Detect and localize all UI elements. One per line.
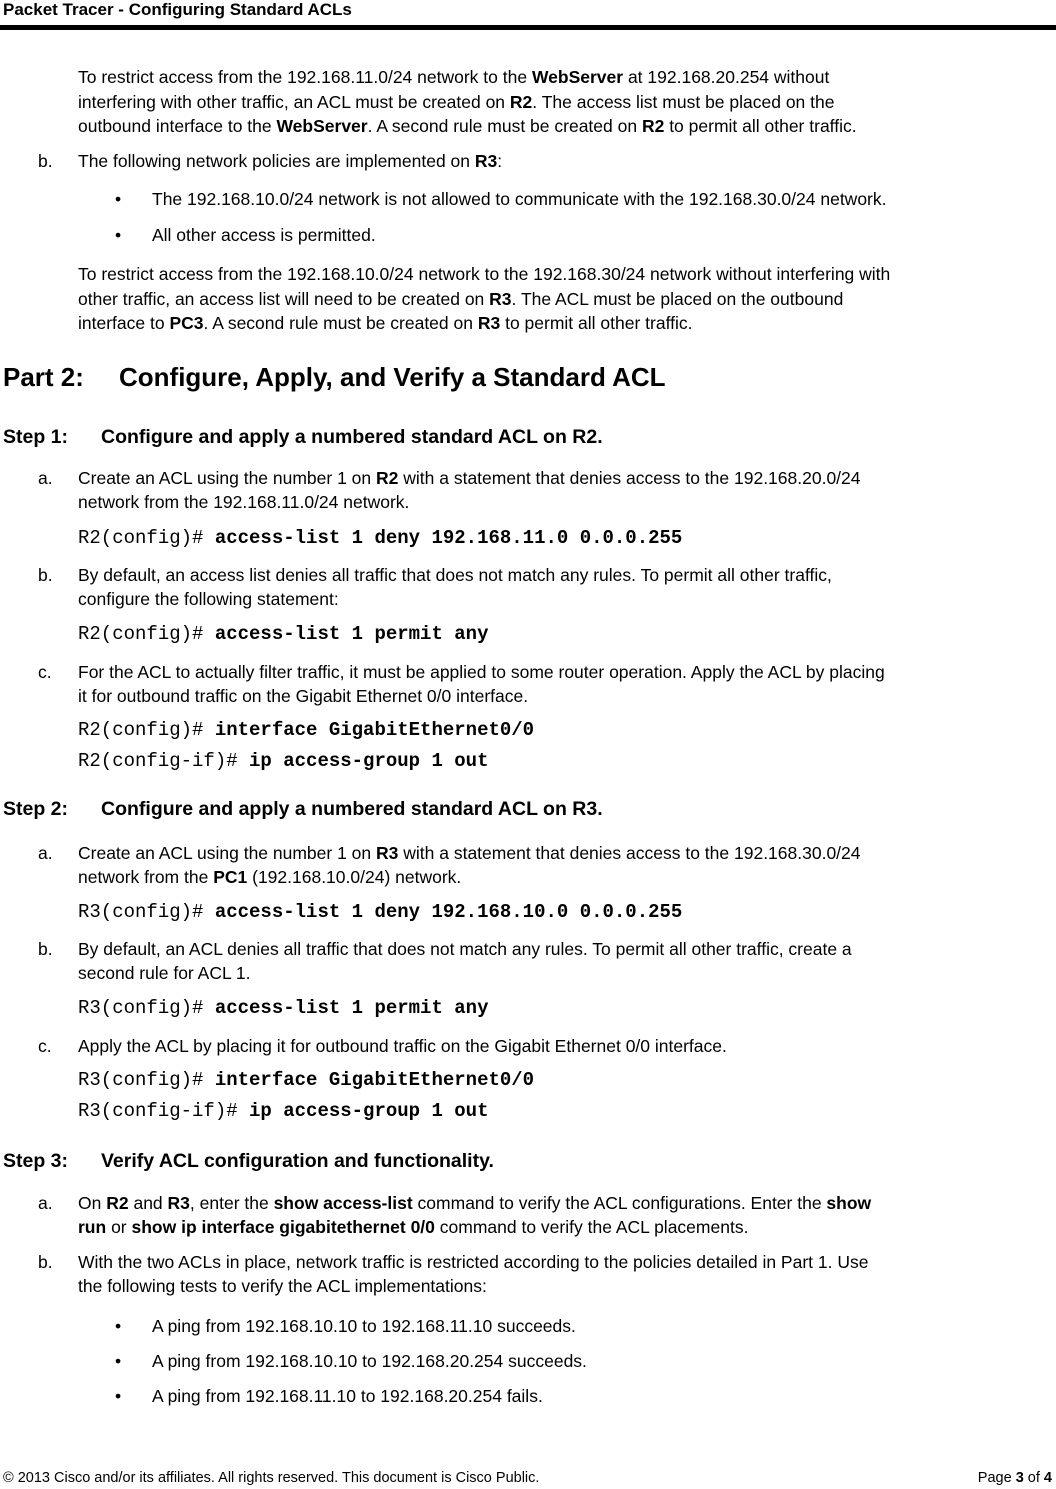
bold-term: R2 [376, 468, 399, 488]
item-label: b. [38, 565, 53, 585]
step-heading [3, 798, 603, 821]
step-title: Verify ACL configuration and functionality. [101, 1150, 494, 1172]
command-line: R3(config)# access-list 1 deny 192.168.10.0 0.0.0.255 [78, 901, 683, 923]
command-line: R2(config)# access-list 1 permit any [78, 623, 489, 645]
page-prefix: Page [977, 1470, 1016, 1486]
step-text: With the two ACLs in place, network traffic is restricted according to the policies detailed in Part 1. Use [78, 1252, 869, 1272]
intro-p1-line-1: To restrict access from the 192.168.11.0/24 network to the WebServer at 192.168.20.254 without [78, 67, 830, 87]
step-text: configure the following statement: [78, 589, 339, 609]
command-line: R2(config)# access-list 1 deny 192.168.11.0 0.0.0.255 [78, 527, 683, 549]
bullet-icon: • [115, 1316, 122, 1336]
step-text: the following tests to verify the ACL implementations: [78, 1276, 487, 1296]
step-heading [3, 426, 603, 449]
page-mid: of [1023, 1470, 1044, 1486]
intro-p2-line-3: interface to PC3. A second rule must be created on R3 to permit all other traffic. [78, 313, 693, 333]
bold-term: access-list 1 permit any [214, 997, 489, 1019]
item-label: b. [38, 1252, 53, 1272]
step-heading [3, 1150, 494, 1173]
test-bullet-2: A ping from 192.168.10.10 to 192.168.20.254 succeeds. [152, 1351, 587, 1371]
bullet-icon: • [115, 1351, 122, 1371]
step-text: For the ACL to actually filter traffic, it must be applied to some router operation. Apply the ACL by placing [78, 662, 885, 682]
step-text: Create an ACL using the number 1 on R2 with a statement that denies access to the 192.168.20.0/24 [78, 468, 861, 488]
bold-term: R3 [489, 289, 512, 309]
intro-p1-line-3: outbound interface to the WebServer. A second rule must be created on R2 to permit all other traffic. [78, 116, 857, 136]
item-label: c. [38, 1036, 52, 1056]
bold-term: R2 [106, 1193, 129, 1213]
step-text: network from the 192.168.11.0/24 network. [78, 492, 410, 512]
header-divider [0, 25, 1056, 30]
command-line: R3(config)# interface GigabitEthernet0/0 [78, 1069, 535, 1091]
command-line: R2(config)# interface GigabitEthernet0/0 [78, 719, 535, 741]
step-text: Apply the ACL by placing it for outbound traffic on the Gigabit Ethernet 0/0 interface. [78, 1036, 727, 1056]
item-label: a. [38, 843, 53, 863]
command-line: R3(config-if)# ip access-group 1 out [78, 1100, 489, 1122]
step-text: By default, an ACL denies all traffic that does not match any rules. To permit all other traffic, create a [78, 939, 852, 959]
bold-term: run [78, 1217, 107, 1237]
step-title: Configure and apply a numbered standard ACL on R3. [101, 798, 603, 820]
bold-term: R2 [641, 116, 665, 136]
step-text: network from the PC1 (192.168.10.0/24) network. [78, 867, 462, 887]
bold-term: PC1 [213, 867, 248, 887]
command-line: R3(config)# access-list 1 permit any [78, 997, 489, 1019]
policy-bullet-1: The 192.168.10.0/24 network is not allowed to communicate with the 192.168.30.0/24 network. [152, 189, 887, 209]
step-number: Step 3: [3, 1150, 69, 1172]
item-label: a. [38, 468, 53, 488]
page-total: 4 [1043, 1470, 1052, 1486]
step-text: On R2 and R3, enter the show access-list command to verify the ACL configurations. Enter the show [78, 1193, 872, 1213]
item-label: c. [38, 662, 52, 682]
bold-term: ip access-group 1 out [249, 1100, 489, 1122]
bold-term: R2 [509, 92, 533, 112]
bold-term: ip access-group 1 out [249, 750, 489, 772]
policy-intro: The following network policies are implemented on R3: [78, 151, 503, 171]
step-number: Step 2: [3, 798, 69, 820]
step-title: Configure and apply a numbered standard ACL on R2. [101, 426, 603, 448]
bold-term: WebServer [531, 67, 624, 87]
bold-term: show ip interface gigabitethernet 0/0 [131, 1217, 435, 1237]
bold-term: R3 [477, 313, 501, 333]
bold-term: R3 [474, 151, 498, 171]
bold-term: access-list 1 deny 192.168.11.0 0.0.0.255 [214, 527, 683, 549]
intro-p2-line-1: To restrict access from the 192.168.10.0/24 network to the 192.168.30/24 network without interfering with [78, 264, 891, 284]
page-current: 3 [1015, 1470, 1024, 1486]
copyright-notice: © 2013 Cisco and/or its affiliates. All rights reserved. This document is Cisco Public. [3, 1470, 540, 1486]
bold-term: access-list 1 deny 192.168.10.0 0.0.0.255 [214, 901, 683, 923]
test-bullet-3: A ping from 192.168.11.10 to 192.168.20.254 fails. [152, 1386, 543, 1406]
step-text: run or show ip interface gigabitethernet 0/0 command to verify the ACL placements. [78, 1217, 749, 1237]
bold-term: PC3 [169, 313, 204, 333]
bold-term: show access-list [273, 1193, 413, 1213]
part-number: Part 2: [3, 362, 84, 392]
part-title: Configure, Apply, and Verify a Standard ACL [119, 362, 666, 392]
part-heading [3, 362, 666, 393]
bold-term: WebServer [276, 116, 368, 136]
command-line: R2(config-if)# ip access-group 1 out [78, 750, 489, 772]
bold-term: access-list 1 permit any [214, 623, 489, 645]
bold-term: R3 [376, 843, 399, 863]
document-title: Packet Tracer - Configuring Standard ACLs [3, 0, 352, 19]
policy-bullet-2: All other access is permitted. [152, 225, 376, 245]
bold-term: R3 [167, 1193, 190, 1213]
bullet-icon: • [115, 189, 122, 209]
bold-term: interface GigabitEthernet0/0 [214, 719, 535, 741]
bold-term: interface GigabitEthernet0/0 [214, 1069, 535, 1091]
item-label: b. [38, 939, 53, 959]
bullet-icon: • [115, 1386, 122, 1406]
page-number [978, 1470, 1052, 1486]
intro-p2-line-2: other traffic, an access list will need to be created on R3. The ACL must be placed on the outbound [78, 289, 844, 309]
step-text: Create an ACL using the number 1 on R3 with a statement that denies access to the 192.168.30.0/24 [78, 843, 861, 863]
item-label: b. [38, 151, 53, 171]
bullet-icon: • [115, 225, 122, 245]
test-bullet-1: A ping from 192.168.10.10 to 192.168.11.10 succeeds. [152, 1316, 576, 1336]
intro-p1-line-2: interfering with other traffic, an ACL must be created on R2. The access list must be placed on the [78, 92, 835, 112]
step-text: it for outbound traffic on the Gigabit Ethernet 0/0 interface. [78, 686, 529, 706]
step-number: Step 1: [3, 426, 69, 448]
bold-term: show [826, 1193, 872, 1213]
step-text: By default, an access list denies all traffic that does not match any rules. To permit all other traffic, [78, 565, 832, 585]
item-label: a. [38, 1193, 53, 1213]
step-text: second rule for ACL 1. [78, 963, 251, 983]
